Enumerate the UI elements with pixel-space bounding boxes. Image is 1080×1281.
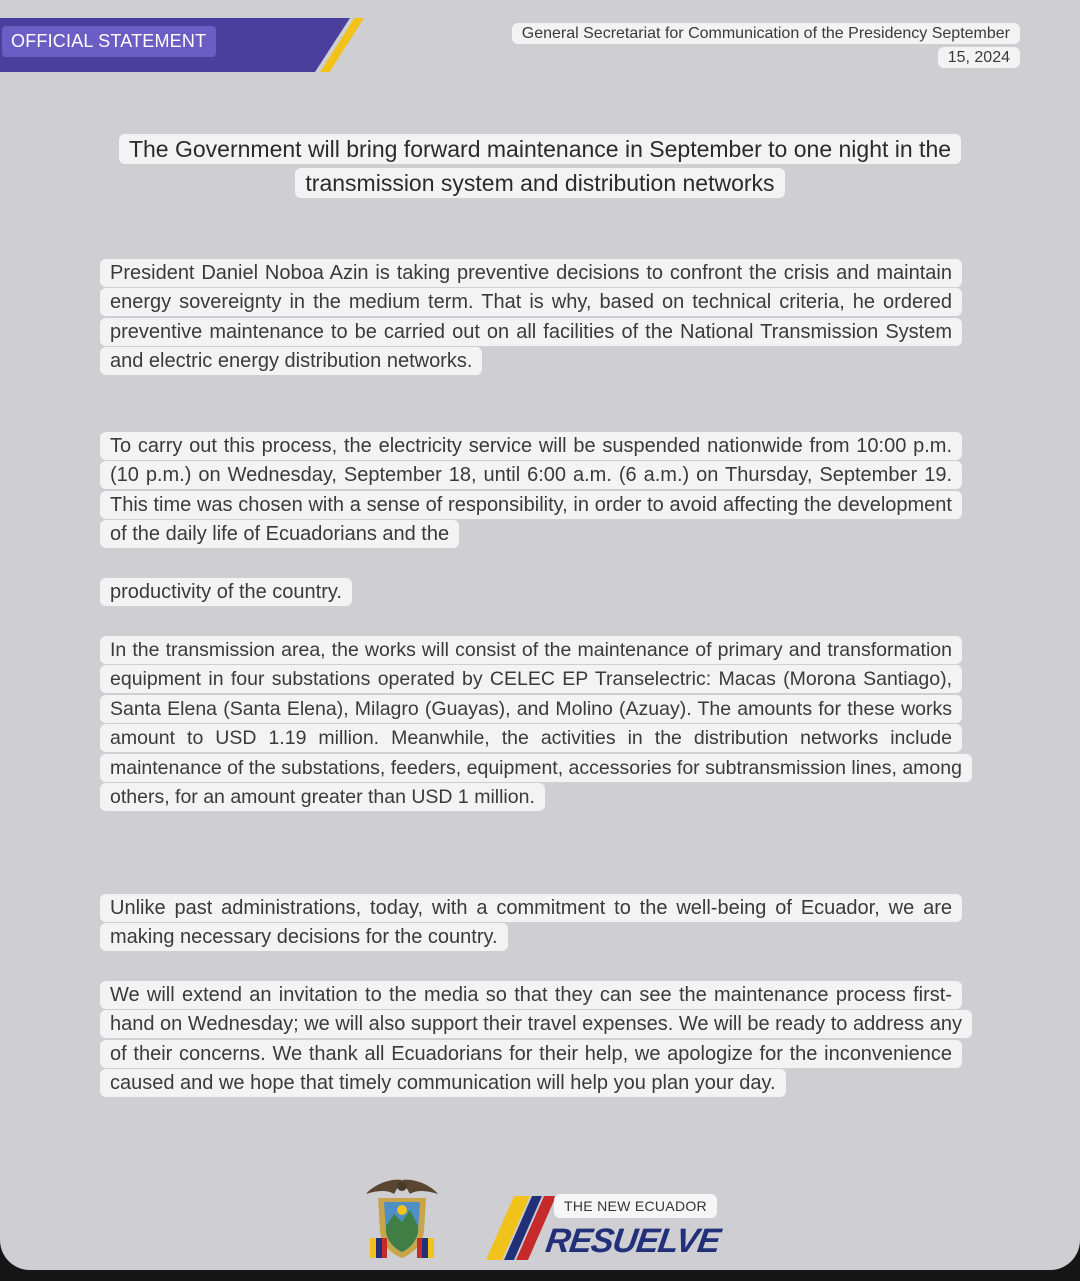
paragraph-text: productivity of the country. (100, 578, 352, 606)
ecuador-coat-of-arms-icon (362, 1176, 442, 1262)
statement-title-text: The Government will bring forward maintenance in September to one night in the transmission system and distribution networks (119, 134, 961, 198)
paragraph-5 (100, 894, 962, 953)
paragraph-6 (100, 981, 962, 1099)
paragraph-text: To carry out this process, the electricity service will be suspended nationwide from 10:00 p.m. (10 p.m.) on Wednesday, September 18, until 6:00 a.m. (6 a.m.) on Thursday, September 19. This time was chosen with a sense of responsibility, in order to avoid affecting the development of the daily life of Ecuadorians and the (100, 432, 962, 548)
dateline-text: General Secretariat for Communication of the Presidency September 15, 2024 (512, 23, 1020, 68)
paragraph-text: President Daniel Noboa Azin is taking preventive decisions to confront the crisis and maintain energy sovereignty in the medium term. That is why, based on technical criteria, he ordered preventive maintenance to be carried out on all facilities of the National Transmission System and electric energy distribution networks. (100, 259, 962, 375)
header-banner (0, 18, 370, 74)
paragraph-text: We will extend an invitation to the media so that they can see the maintenance process first-hand on Wednesday; we will also support their travel expenses. We will be ready to address any of their concerns. We thank all Ecuadorians for their help, we apologize for the inconvenience caused and we hope that timely communication will help you plan your day. (100, 981, 972, 1097)
official-statement-label: OFFICIAL STATEMENT (2, 26, 216, 57)
paragraph-text: Unlike past administrations, today, with a commitment to the well-being of Ecuador, we are making necessary decisions for the country. (100, 894, 962, 951)
dateline (500, 22, 1020, 70)
paragraph-2 (100, 432, 962, 550)
paragraph-3 (100, 578, 962, 607)
paragraph-4 (100, 636, 962, 812)
resuelve-logo-text: RESUELVE (543, 1222, 723, 1260)
new-ecuador-tagline: THE NEW ECUADOR (554, 1194, 717, 1218)
paragraph-text: In the transmission area, the works will consist of the maintenance of primary and transformation equipment in four substations operated by CELEC EP Transelectric: Macas (Morona Santiago), Santa Elena (Santa Elena), Milagro (Guayas), and Molino (Azuay). The amounts for these works amount to USD 1.19 million. Meanwhile, the activities in the distribution networks include maintenance of the substations, feeders, equipment, accessories for subtransmission lines, among others, for an amount greater than USD 1 million. (100, 636, 972, 811)
paragraph-1 (100, 259, 962, 377)
statement-title (110, 132, 970, 200)
